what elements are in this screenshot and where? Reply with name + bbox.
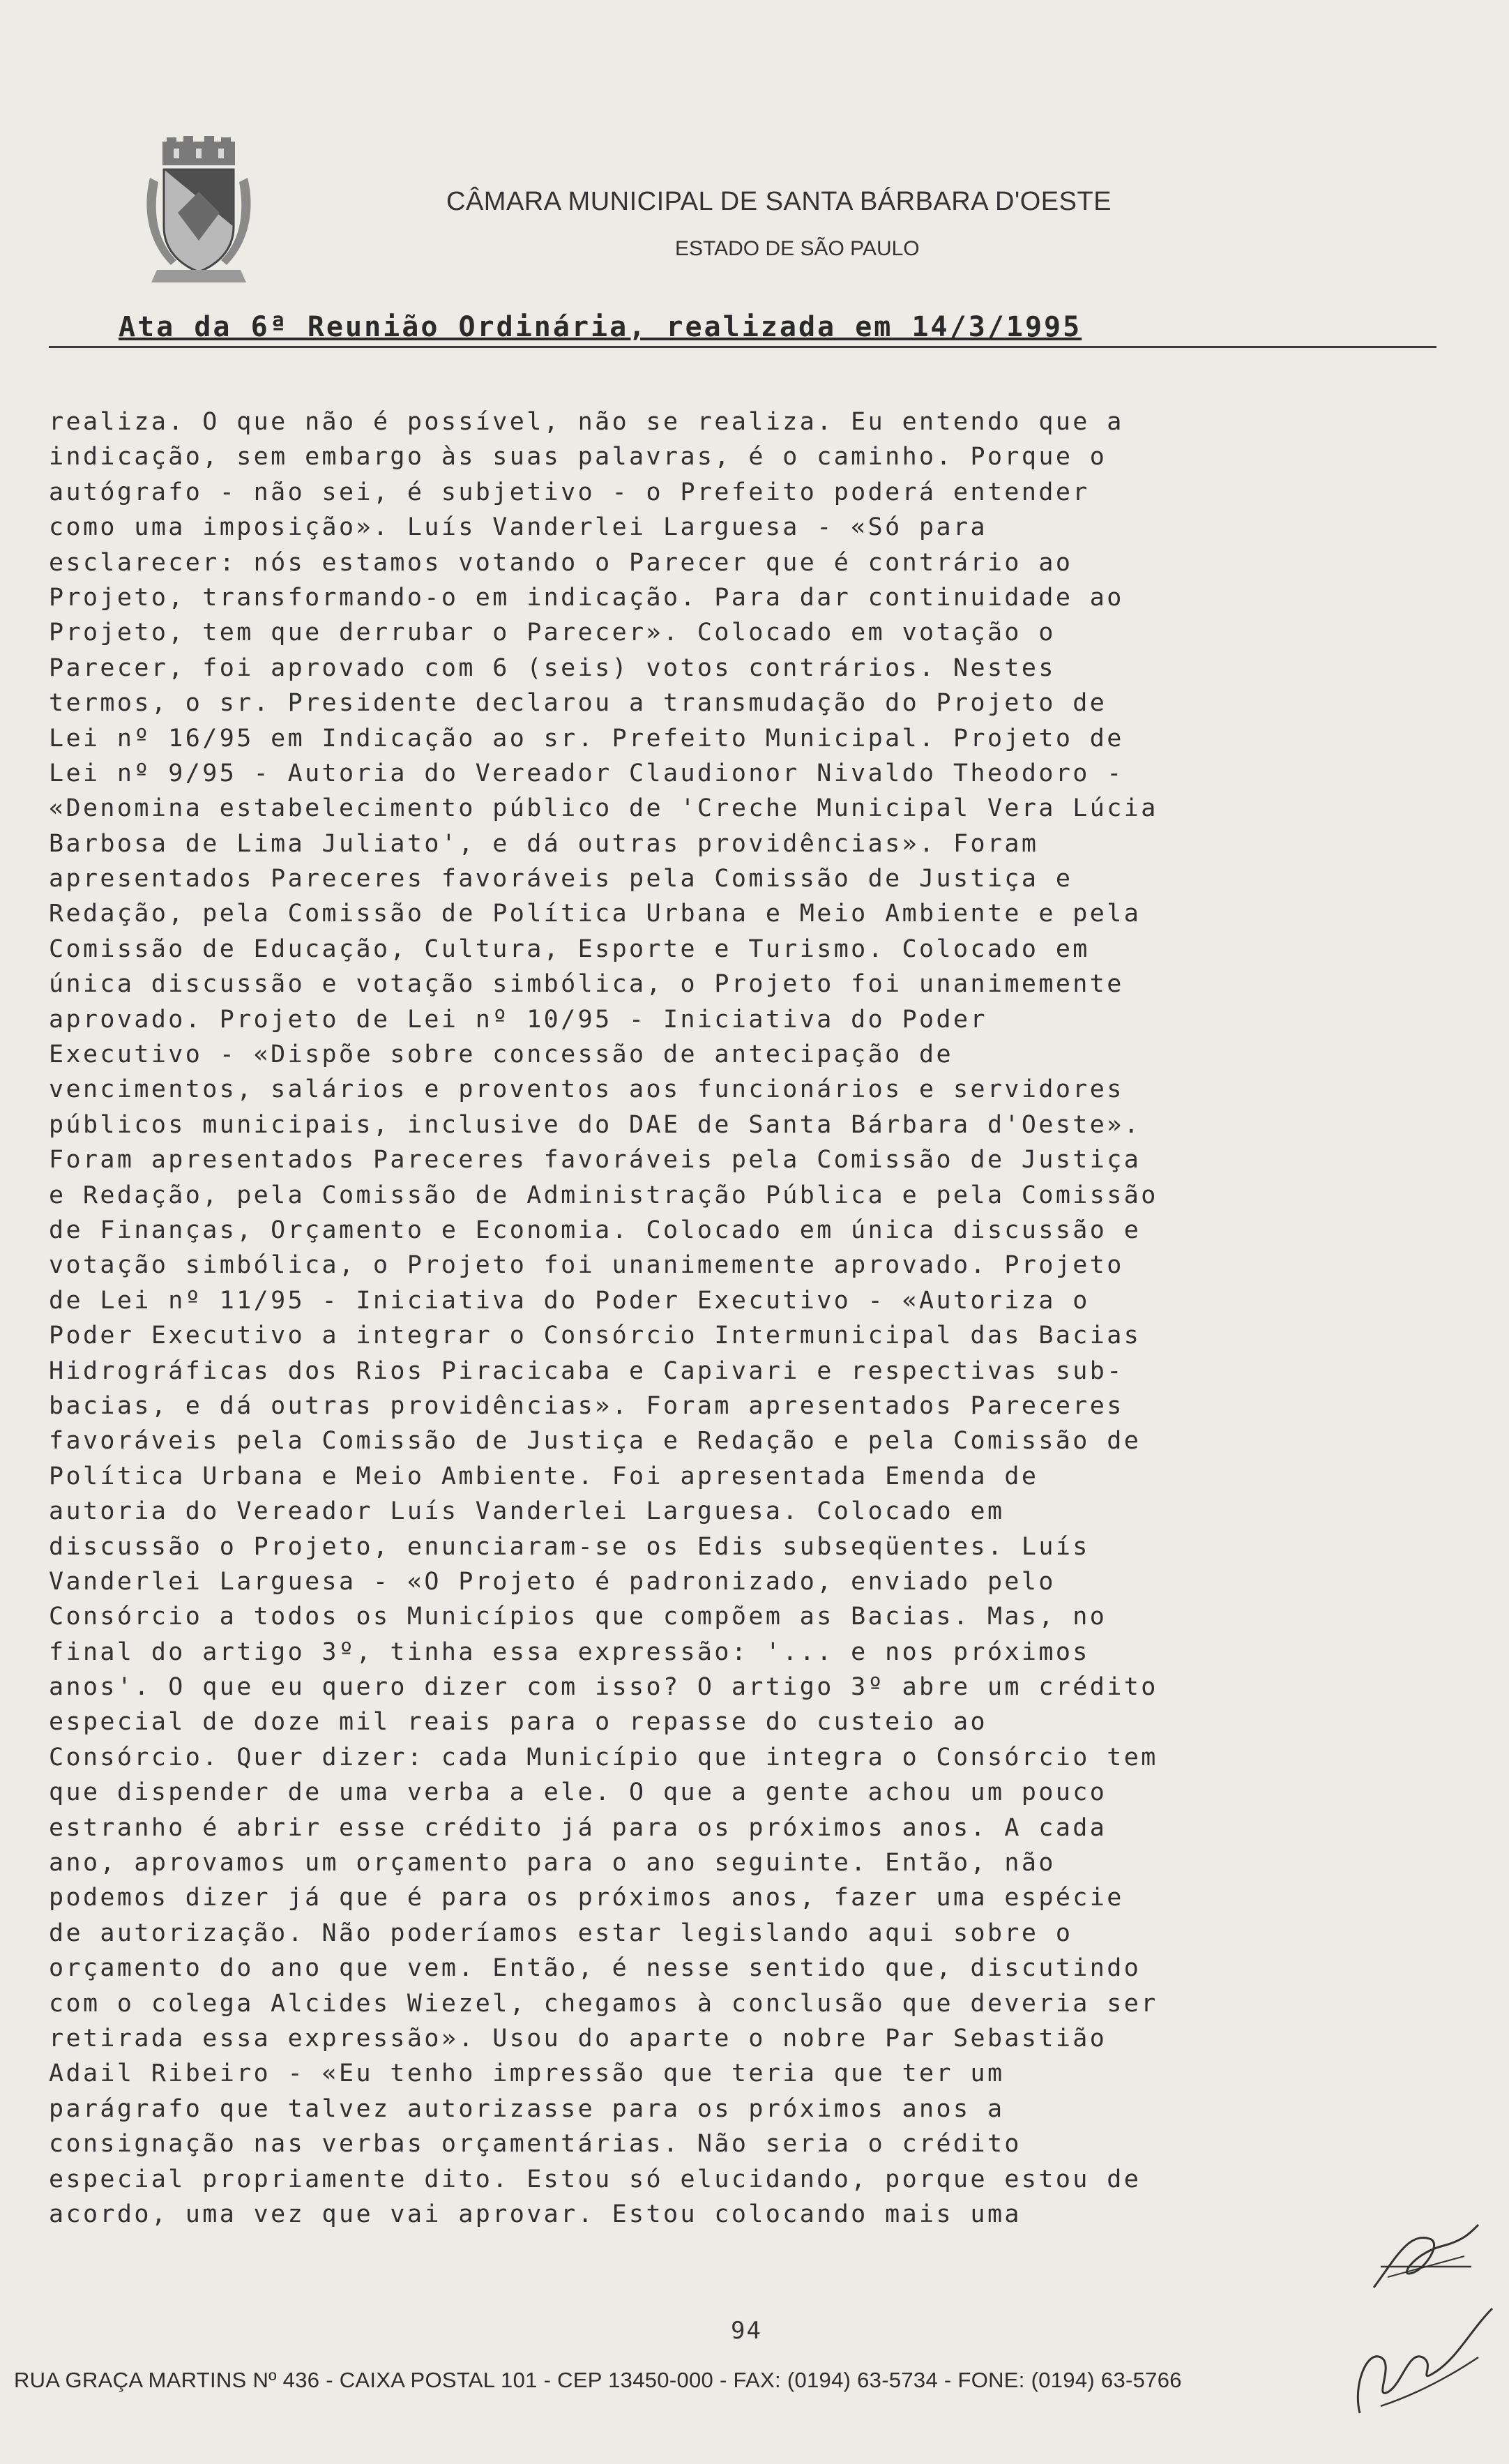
organization-state: ESTADO DE SÃO PAULO — [675, 237, 920, 260]
text-line: que dispender de uma verba a ele. O que a gente achou um pouco — [49, 1778, 1107, 1807]
text-line: bacias, e dá outras providências». Foram apresentados Pareceres — [49, 1391, 1124, 1420]
text-line: Política Urbana e Meio Ambiente. Foi apresentada Emenda de — [49, 1462, 1039, 1490]
text-line: autoria do Vereador Luís Vanderlei Larguesa. Colocado em — [49, 1497, 1005, 1526]
text-line: ano, aprovamos um orçamento para o ano seguinte. Então, não — [49, 1849, 1056, 1877]
document-title: Ata da 6ª Reunião Ordinária, realizada em 14/3/1995 — [119, 311, 1082, 343]
text-line: Parecer, foi aprovado com 6 (seis) votos contrários. Nestes — [49, 653, 1056, 682]
text-line: consignação nas verbas orçamentárias. Não seria o crédito — [49, 2130, 1022, 2159]
minutes-body — [49, 405, 1402, 2232]
text-line: Consórcio a todos os Municípios que compõem as Bacias. Mas, no — [49, 1603, 1107, 1631]
text-line: de autorização. Não poderíamos estar legislando aqui sobre o — [49, 1919, 1073, 1947]
text-line: Foram apresentados Pareceres favoráveis pela Comissão de Justiça — [49, 1146, 1142, 1174]
page-number: 94 — [731, 2317, 762, 2345]
text-line: termos, o sr. Presidente declarou a transmudação do Projeto de — [49, 689, 1107, 718]
text-line: acordo, uma vez que vai aprovar. Estou colocando mais uma — [49, 2200, 1022, 2228]
text-line: discussão o Projeto, enunciaram-se os Edis subseqüentes. Luís — [49, 1532, 1090, 1561]
text-line: estranho é abrir esse crédito já para os próximos anos. A cada — [49, 1813, 1107, 1842]
text-line: aprovado. Projeto de Lei nº 10/95 - Iniciativa do Poder — [49, 1005, 987, 1034]
text-line: como uma imposição». Luís Vanderlei Larguesa - «Só para — [49, 513, 987, 542]
text-line: Comissão de Educação, Cultura, Esporte e Turismo. Colocado em — [49, 935, 1090, 963]
letterhead-footer-address: RUA GRAÇA MARTINS Nº 436 - CAIXA POSTAL 101 - CEP 13450-000 - FAX: (0194) 63-5734 - FONE: (0194) 63-5766 — [14, 2368, 1182, 2392]
text-line: especial propriamente dito. Estou só elucidando, porque estou de — [49, 2165, 1142, 2193]
text-line: com o colega Alcides Wiezel, chegamos à conclusão que deveria ser — [49, 1989, 1158, 2018]
text-line: especial de doze mil reais para o repasse do custeio ao — [49, 1708, 987, 1737]
text-line: Barbosa de Lima Juliato', e dá outras providências». Foram — [49, 829, 1039, 858]
text-line: autógrafo - não sei, é subjetivo - o Prefeito poderá entender — [49, 478, 1090, 506]
text-line: final do artigo 3º, tinha essa expressão: '... e nos próximos — [49, 1638, 1090, 1666]
text-line: Adail Ribeiro - «Eu tenho impressão que teria que ter um — [49, 2059, 1005, 2088]
title-divider — [49, 346, 1436, 348]
text-line: parágrafo que talvez autorizasse para os próximos anos a — [49, 2094, 1005, 2123]
text-line: Hidrográficas dos Rios Piracicaba e Capivari e respectivas sub- — [49, 1356, 1124, 1385]
text-line: públicos municipais, inclusive do DAE de Santa Bárbara d'Oeste». — [49, 1110, 1142, 1139]
text-line: Redação, pela Comissão de Política Urbana e Meio Ambiente e pela — [49, 900, 1142, 928]
text-line: Projeto, tem que derrubar o Parecer». Colocado em votação o — [49, 619, 1056, 647]
text-line: Lei nº 16/95 em Indicação ao sr. Prefeito Municipal. Projeto de — [49, 724, 1124, 753]
text-line: «Denomina estabelecimento público de 'Creche Municipal Vera Lúcia — [49, 794, 1158, 823]
municipal-crest-emblem — [143, 136, 255, 286]
text-line: e Redação, pela Comissão de Administração Pública e pela Comissão — [49, 1181, 1158, 1209]
text-line: esclarecer: nós estamos votando o Parecer que é contrário ao — [49, 548, 1073, 577]
text-line: podemos dizer já que é para os próximos anos, fazer uma espécie — [49, 1884, 1124, 1912]
text-line: anos'. O que eu quero dizer com isso? O artigo 3º abre um crédito — [49, 1673, 1158, 1702]
text-line: Executivo - «Dispõe sobre concessão de antecipação de — [49, 1041, 954, 1069]
text-line: votação simbólica, o Projeto foi unanimemente aprovado. Projeto — [49, 1251, 1124, 1280]
text-line: Vanderlei Larguesa - «O Projeto é padronizado, enviado pelo — [49, 1567, 1056, 1596]
text-line: orçamento do ano que vem. Então, é nesse sentido que, discutindo — [49, 1954, 1142, 1983]
text-line: retirada essa expressão». Usou do aparte o nobre Par Sebastião — [49, 2024, 1107, 2053]
text-line: Projeto, transformando-o em indicação. Para dar continuidade ao — [49, 583, 1124, 612]
text-line: apresentados Pareceres favoráveis pela Comissão de Justiça e — [49, 865, 1073, 893]
text-line: de Finanças, Orçamento e Economia. Colocado em única discussão e — [49, 1216, 1142, 1244]
organization-name: CÂMARA MUNICIPAL DE SANTA BÁRBARA D'OESTE — [446, 187, 1112, 216]
text-line: realiza. O que não é possível, não se realiza. Eu entendo que a — [49, 408, 1124, 436]
signature-rubric — [1339, 2281, 1506, 2420]
text-line: favoráveis pela Comissão de Justiça e Redação e pela Comissão de — [49, 1427, 1142, 1456]
text-line: vencimentos, salários e proventos aos funcionários e servidores — [49, 1075, 1124, 1104]
text-line: Poder Executivo a integrar o Consórcio Intermunicipal das Bacias — [49, 1322, 1142, 1350]
text-line: indicação, sem embargo às suas palavras, é o caminho. Porque o — [49, 443, 1107, 471]
text-line: única discussão e votação simbólica, o Projeto foi unanimemente — [49, 970, 1124, 999]
text-line: Lei nº 9/95 - Autoria do Vereador Claudionor Nivaldo Theodoro - — [49, 759, 1124, 787]
text-line: Consórcio. Quer dizer: cada Município que integra o Consórcio tem — [49, 1743, 1158, 1771]
text-line: de Lei nº 11/95 - Iniciativa do Poder Executivo - «Autoriza o — [49, 1286, 1090, 1315]
